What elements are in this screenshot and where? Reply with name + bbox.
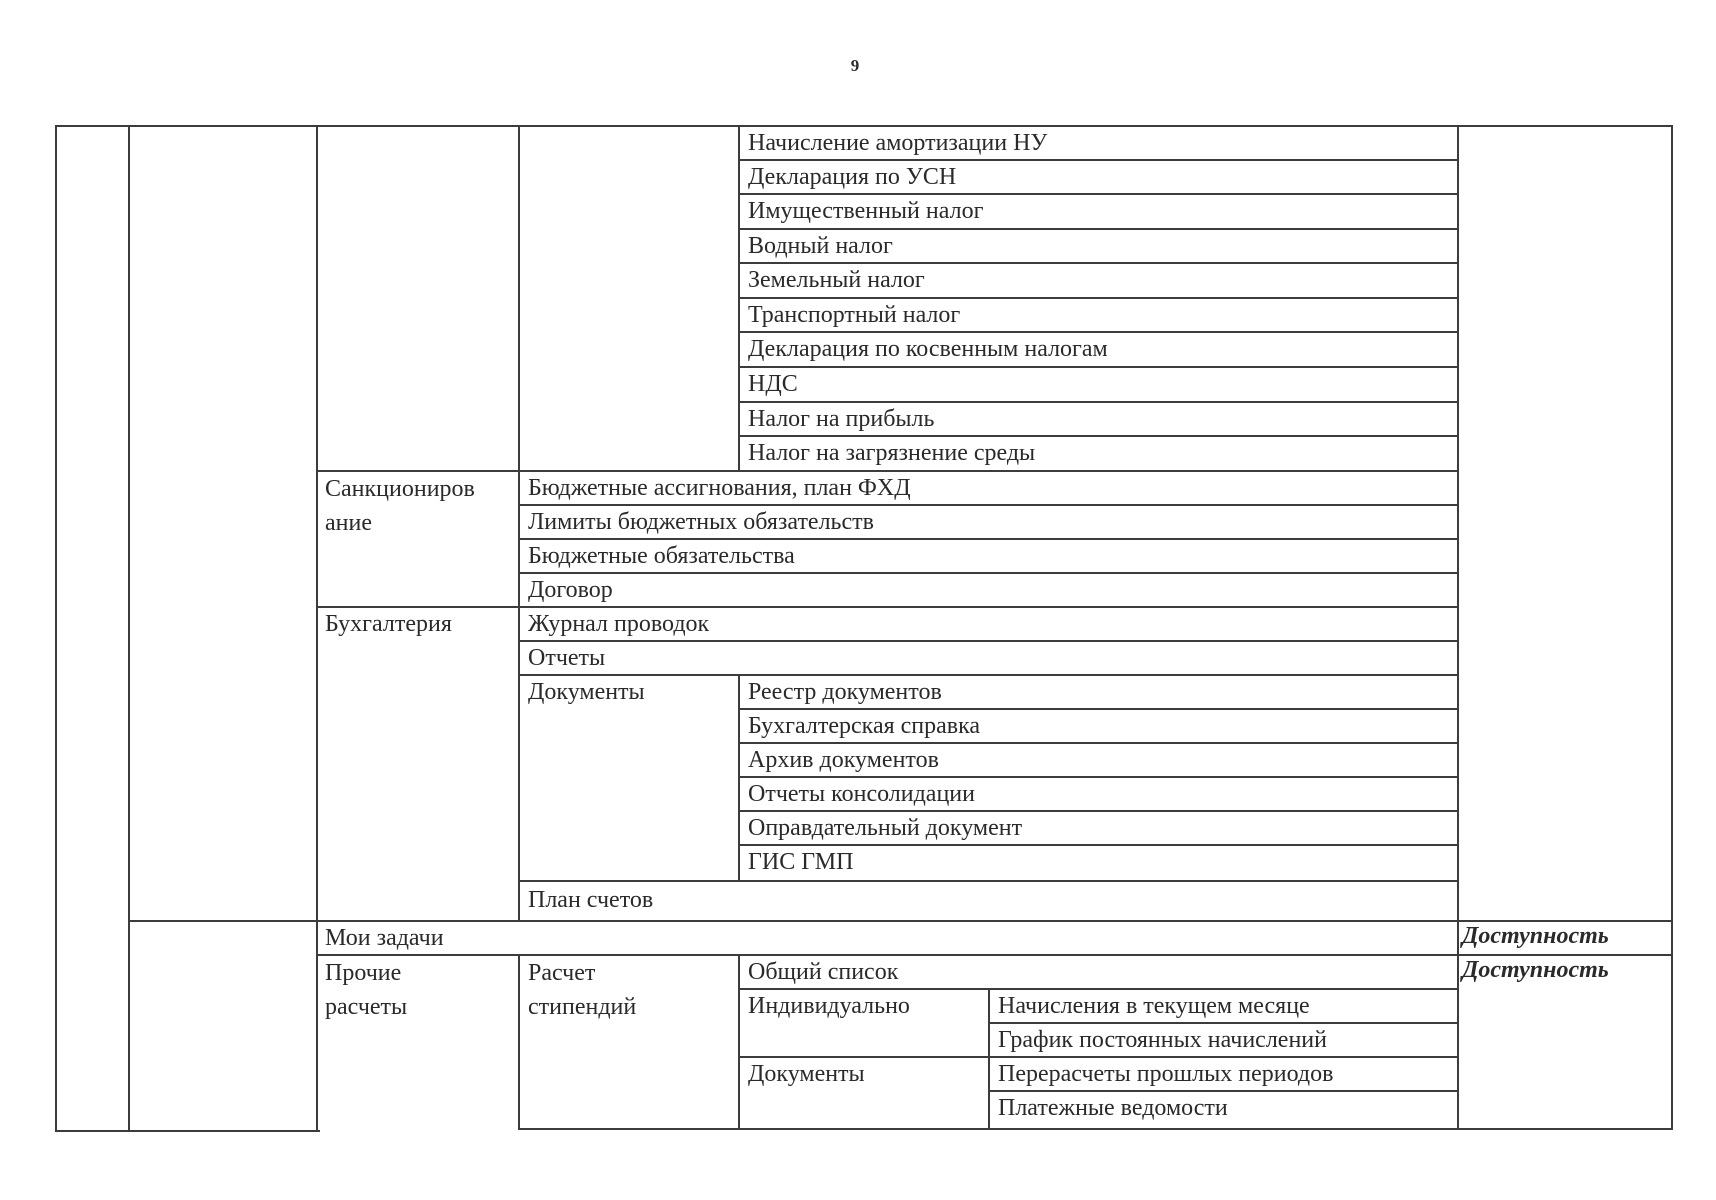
- sanction-title-line1: Санкциониров: [325, 476, 475, 502]
- table-left-border: [55, 125, 57, 1132]
- column-divider: [518, 125, 520, 921]
- other-document-item: Перерасчеты прошлых периодов: [998, 1061, 1334, 1087]
- my-tasks-label: Мои задачи: [325, 925, 444, 951]
- accounting-title: Бухгалтерия: [325, 611, 452, 637]
- tax-item: Земельный налог: [748, 267, 925, 293]
- column-divider: [1457, 125, 1459, 1130]
- tax-item: НДС: [748, 371, 798, 397]
- page-number: 9: [850, 56, 860, 75]
- accounting-document-item: Архив документов: [748, 747, 939, 773]
- column-divider: [738, 954, 740, 1130]
- row-divider: [740, 366, 1459, 368]
- individual-label: Индивидуально: [748, 993, 910, 1019]
- stipend-title-line1: Расчет: [528, 960, 596, 986]
- tax-item: Налог на загрязнение среды: [748, 440, 1036, 466]
- table-bottom-border-left: [55, 1130, 320, 1132]
- other-documents-label: Документы: [748, 1061, 865, 1087]
- general-list: Общий список: [748, 959, 899, 985]
- accounting-document-item: ГИС ГМП: [748, 849, 854, 875]
- row-divider: [520, 880, 1459, 882]
- stipend-title-line2: стипендий: [528, 994, 637, 1020]
- tax-item: Водный налог: [748, 233, 893, 259]
- other-access: Доступность: [1462, 957, 1609, 983]
- accounting-documents-label: Документы: [528, 679, 645, 705]
- accounting-document-item: Бухгалтерская справка: [748, 713, 981, 739]
- other-title-line1: Прочие: [325, 960, 402, 986]
- other-title-line2: расчеты: [325, 994, 408, 1020]
- tax-item: Транспортный налог: [748, 302, 961, 328]
- column-divider: [988, 988, 990, 1130]
- column-divider: [738, 125, 740, 472]
- accounting-journal: Журнал проводок: [528, 611, 710, 637]
- tax-item: Начисление амортизации НУ: [748, 130, 1048, 156]
- accounting-reports: Отчеты: [528, 645, 606, 671]
- tax-item: Имущественный налог: [748, 198, 984, 224]
- other-document-item: Платежные ведомости: [998, 1095, 1228, 1121]
- accounting-document-item: Оправдательный документ: [748, 815, 1023, 841]
- column-divider: [738, 674, 740, 882]
- tax-item: Декларация по косвенным налогам: [748, 336, 1108, 362]
- my-tasks-access: Доступность: [1462, 923, 1609, 949]
- tax-item: Декларация по УСН: [748, 164, 957, 190]
- column-divider: [316, 125, 318, 1132]
- individual-item: Начисления в текущем месяце: [998, 993, 1310, 1019]
- accounting-document-item: Отчеты консолидации: [748, 781, 975, 807]
- sanction-item: Лимиты бюджетных обязательств: [528, 509, 874, 535]
- sanction-item: Бюджетные обязательства: [528, 543, 795, 569]
- sanction-item: Договор: [528, 577, 613, 603]
- tax-item: Налог на прибыль: [748, 406, 935, 432]
- sanction-item: Бюджетные ассигнования, план ФХД: [528, 475, 911, 501]
- row-divider: [520, 674, 1459, 676]
- column-divider: [518, 954, 520, 1130]
- accounting-document-item: Реестр документов: [748, 679, 942, 705]
- accounting-chart-of-accounts: План счетов: [528, 887, 654, 913]
- column-divider: [128, 125, 130, 1132]
- section-divider: [318, 606, 1459, 608]
- table-bottom-border-right: [520, 1128, 1673, 1130]
- individual-item: График постоянных начислений: [998, 1027, 1327, 1053]
- sanction-title-line2: ание: [325, 510, 372, 536]
- table-right-border: [1671, 125, 1673, 1130]
